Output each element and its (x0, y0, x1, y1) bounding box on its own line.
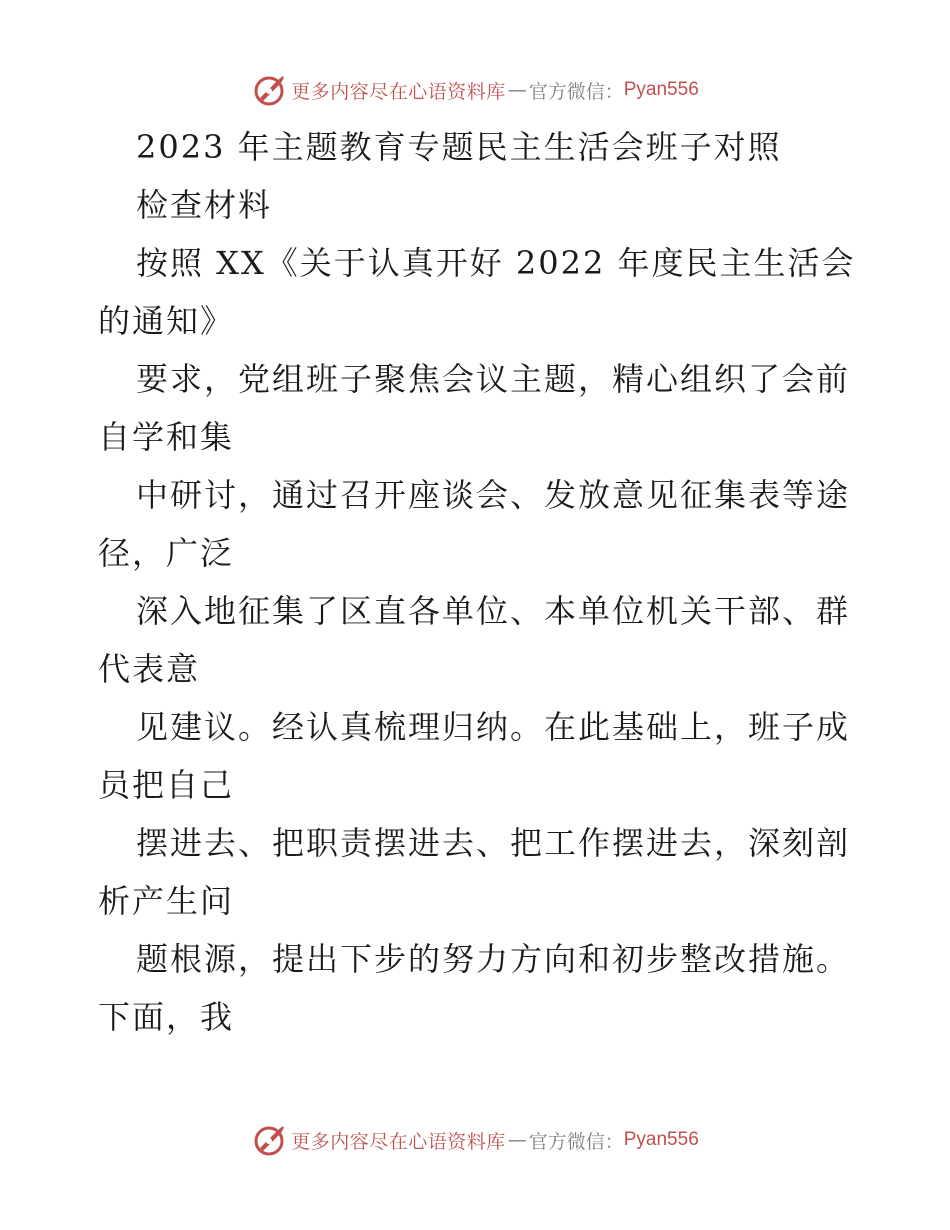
document-line: 见建议。经认真梳理归纳。在此基础上，班子成 (136, 708, 851, 746)
document-line: 按照 XX《关于认真开好 2022 年度民主生活会 (136, 244, 856, 282)
watermark-separator: — (507, 79, 527, 101)
watermark-brand: 更多内容尽在心语资料库 (291, 1130, 506, 1153)
watermark-wechat-id: Pyan556 (623, 1129, 699, 1150)
quill-logo-icon (251, 72, 287, 108)
header-watermark (0, 70, 950, 110)
document-line: 析产生问 (98, 882, 235, 920)
watermark-separator: — (507, 1129, 527, 1151)
document-line: 下面，我 (98, 998, 235, 1036)
document-line: 深入地征集了区直各单位、本单位机关干部、群 (136, 592, 851, 630)
document-line: 自学和集 (98, 418, 235, 456)
document-line: 要求，党组班子聚焦会议主题，精心组织了会前 (136, 360, 851, 398)
watermark-wechat-label: 官方微信： (528, 80, 624, 103)
document-line: 题根源，提出下步的努力方向和初步整改措施。 (136, 940, 851, 978)
document-line: 摆进去、把职责摆进去、把工作摆进去，深刻剖 (136, 824, 851, 862)
document-line: 2023 年主题教育专题民主生活会班子对照 (136, 128, 782, 166)
document-line: 检查材料 (136, 186, 273, 224)
document-line: 员把自己 (98, 766, 235, 804)
document-line: 的通知》 (98, 302, 235, 340)
document-line: 代表意 (98, 650, 201, 688)
document-body (98, 118, 858, 1046)
watermark-brand: 更多内容尽在心语资料库 (291, 80, 506, 103)
footer-watermark (0, 1120, 950, 1160)
watermark-wechat-label: 官方微信： (528, 1130, 624, 1153)
watermark-wechat-id: Pyan556 (623, 79, 699, 100)
document-line: 径，广泛 (98, 534, 235, 572)
quill-logo-icon (251, 1122, 287, 1158)
document-line: 中研讨，通过召开座谈会、发放意见征集表等途 (136, 476, 851, 514)
